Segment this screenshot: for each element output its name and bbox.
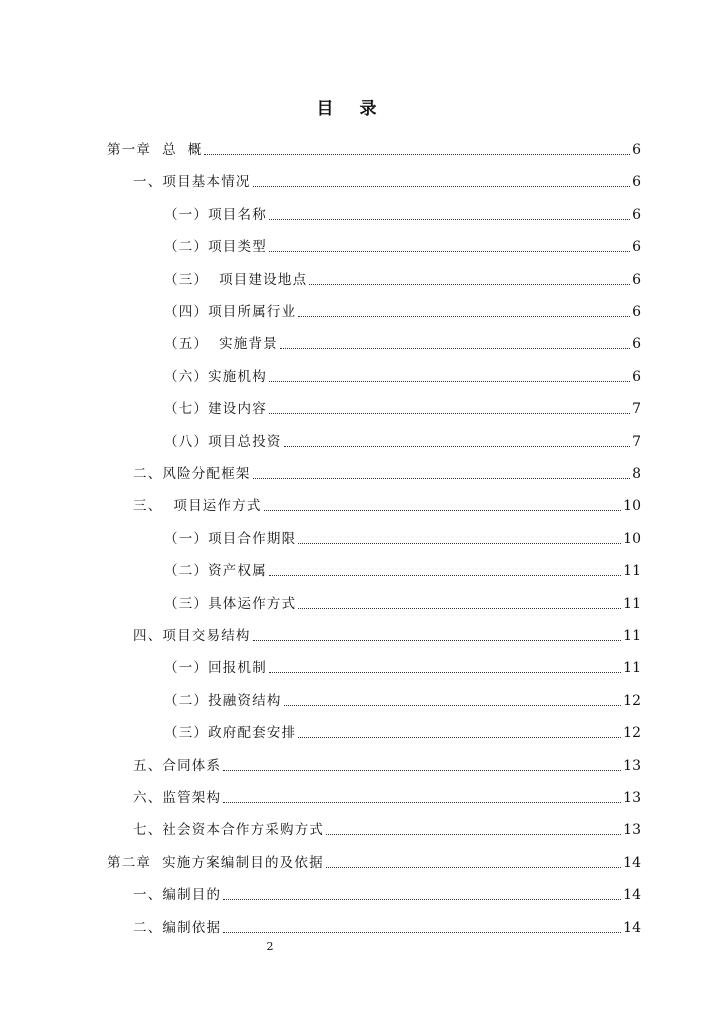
toc-entry-label: （一）回报机制 xyxy=(164,660,267,677)
toc-entry-label: 一、编制目的 xyxy=(133,887,222,904)
toc-entry[interactable] xyxy=(133,914,641,938)
toc-entry[interactable] xyxy=(133,622,641,646)
toc-entry-label: （二）投融资结构 xyxy=(164,692,282,709)
toc-entry-page: 11 xyxy=(623,563,641,580)
toc-entry-page: 14 xyxy=(623,887,641,904)
toc-entry[interactable] xyxy=(164,590,641,614)
toc-entry-label: 五、合同体系 xyxy=(133,757,222,774)
toc-leader-dots xyxy=(326,834,621,835)
toc-entry[interactable] xyxy=(133,881,641,905)
toc-entry-page: 6 xyxy=(632,304,641,320)
toc-leader-dots xyxy=(269,413,630,414)
toc-entry-label: 四、项目交易结构 xyxy=(133,628,251,644)
toc-entry-label: （一）项目合作期限 xyxy=(164,530,297,547)
toc-leader-dots xyxy=(298,543,621,544)
toc-entry[interactable] xyxy=(164,201,641,225)
toc-entry[interactable] xyxy=(133,784,641,808)
toc-entry-page: 8 xyxy=(632,466,641,482)
toc-entry[interactable] xyxy=(164,687,641,711)
toc-entry[interactable] xyxy=(164,233,641,257)
toc-entry-page: 11 xyxy=(623,595,641,612)
toc-entry-label: （四）项目所属行业 xyxy=(164,304,297,320)
toc-leader-dots xyxy=(298,737,621,738)
toc-leader-dots xyxy=(223,770,621,771)
toc-entry-page: 12 xyxy=(623,725,641,742)
toc-entry-page: 13 xyxy=(623,757,641,774)
toc-entry-label: （八）项目总投资 xyxy=(164,433,282,450)
toc-leader-dots xyxy=(309,284,630,285)
toc-leader-dots xyxy=(253,640,622,641)
toc-leader-dots xyxy=(264,510,622,511)
toc-entry-label: （七）建设内容 xyxy=(164,401,267,418)
toc-entry[interactable] xyxy=(164,395,641,419)
toc-entry-label: 一、项目基本情况 xyxy=(133,174,251,191)
toc-entry-page: 13 xyxy=(623,790,641,806)
toc-title: 目 录 xyxy=(316,99,387,119)
toc-entry-label: 三、 项目运作方式 xyxy=(133,498,262,515)
toc-entry-page: 6 xyxy=(632,174,641,191)
toc-entry-page: 6 xyxy=(632,368,641,385)
toc-entry-label: 七、社会资本合作方采购方式 xyxy=(133,822,325,839)
toc-entry[interactable] xyxy=(164,557,641,581)
toc-entry[interactable] xyxy=(133,752,641,776)
toc-leader-dots xyxy=(326,867,621,868)
toc-entry-page: 12 xyxy=(623,692,641,709)
toc-entry-page: 13 xyxy=(623,822,641,839)
toc-entry-label: （二）项目类型 xyxy=(164,239,267,256)
page-number: 2 xyxy=(266,940,274,953)
toc-entry-label: 第一章 总 概 xyxy=(107,142,203,158)
toc-entry-label: 二、编制依据 xyxy=(133,919,222,936)
toc-entry-page: 7 xyxy=(632,433,641,450)
toc-leader-dots xyxy=(253,186,630,187)
toc-leader-dots xyxy=(269,672,621,673)
toc-entry-label: （三）政府配套安排 xyxy=(164,725,297,742)
toc-leader-dots xyxy=(223,932,621,933)
toc-entry-label: 二、风险分配框架 xyxy=(133,466,251,482)
toc-entry-label: （一）项目名称 xyxy=(164,206,267,223)
toc-leader-dots xyxy=(298,316,630,317)
toc-entry-page: 10 xyxy=(623,530,641,547)
toc-entry-page: 11 xyxy=(623,628,641,644)
toc-entry[interactable] xyxy=(133,492,641,516)
toc-entry-label: （六）实施机构 xyxy=(164,368,267,385)
toc-leader-dots xyxy=(223,802,621,803)
toc-leader-dots xyxy=(269,575,621,576)
toc-leader-dots xyxy=(253,478,630,479)
toc-entry-page: 7 xyxy=(632,401,641,418)
toc-entry-label: （五） 实施背景 xyxy=(164,336,278,353)
toc-entry-page: 6 xyxy=(632,239,641,256)
toc-entry-page: 14 xyxy=(623,919,641,936)
toc-entry-label: （二）资产权属 xyxy=(164,563,267,580)
toc-entry[interactable] xyxy=(133,460,641,484)
toc-entry[interactable] xyxy=(133,168,641,192)
toc-entry[interactable] xyxy=(107,136,641,160)
toc-entry-page: 6 xyxy=(632,336,641,353)
toc-entry[interactable] xyxy=(164,525,641,549)
toc-leader-dots xyxy=(284,446,630,447)
toc-entry-page: 14 xyxy=(623,854,641,871)
toc-leader-dots xyxy=(204,154,630,155)
toc-entry-page: 6 xyxy=(632,142,641,158)
toc-entry-page: 6 xyxy=(632,206,641,223)
toc-entry-label: （三） 项目建设地点 xyxy=(164,271,308,288)
toc-entry[interactable] xyxy=(164,654,641,678)
toc-leader-dots xyxy=(223,899,621,900)
toc-leader-dots xyxy=(269,219,630,220)
toc-entry[interactable] xyxy=(164,330,641,354)
toc-entry[interactable] xyxy=(107,849,641,873)
toc-leader-dots xyxy=(284,705,622,706)
toc-entry-page: 10 xyxy=(623,498,641,515)
toc-entry[interactable] xyxy=(164,266,641,290)
toc-entry-label: 六、监管架构 xyxy=(133,790,222,806)
toc-entry[interactable] xyxy=(164,363,641,387)
toc-entry[interactable] xyxy=(164,719,641,743)
toc-entry[interactable] xyxy=(164,298,641,322)
toc-leader-dots xyxy=(269,251,630,252)
toc-entry-page: 6 xyxy=(632,271,641,288)
toc-entry[interactable] xyxy=(164,428,641,452)
toc-entry-page: 11 xyxy=(623,660,641,677)
toc-leader-dots xyxy=(269,381,630,382)
toc-entry[interactable] xyxy=(133,816,641,840)
toc-leader-dots xyxy=(280,348,630,349)
toc-entry-label: 第二章 实施方案编制目的及依据 xyxy=(107,854,324,871)
toc-leader-dots xyxy=(298,608,621,609)
toc-entry-label: （三）具体运作方式 xyxy=(164,595,297,612)
